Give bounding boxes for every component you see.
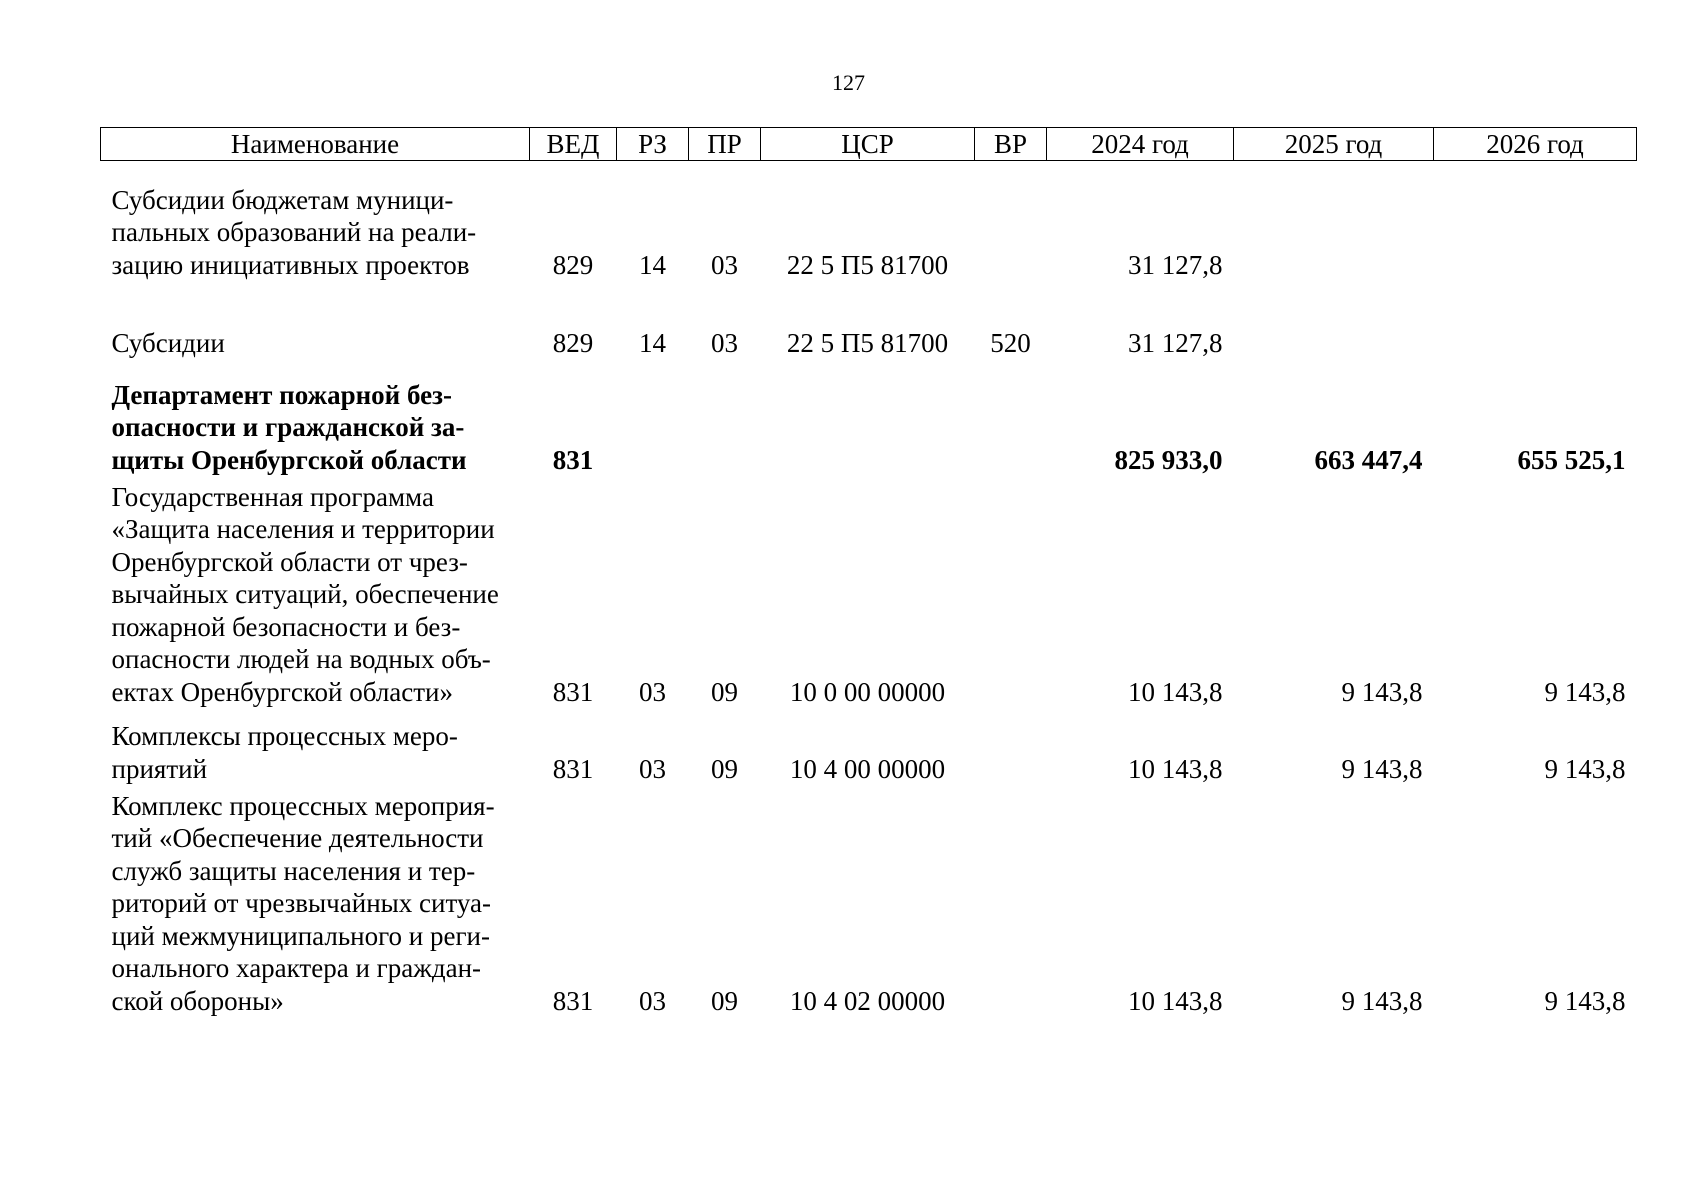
- row-vr: [975, 785, 1047, 1017]
- table-row: [101, 785, 1637, 1017]
- row-2026: 9 143,8: [1544, 753, 1626, 784]
- row-2025: 9 143,8: [1341, 676, 1423, 707]
- budget-table: [100, 127, 1637, 1017]
- header-2024: 2024 год: [1047, 128, 1234, 161]
- row-ved: 829: [552, 249, 594, 280]
- row-vr: [975, 359, 1047, 476]
- row-rz: 14: [639, 327, 666, 358]
- row-rz: 03: [639, 753, 666, 784]
- row-2026: 655 525,1: [1517, 444, 1626, 475]
- row-name: Государственная программа «Защита населения и территории Оренбургской области от чрез- вычайных ситуаций, обеспечение пожарной безопасности и без- опасности людей на водных объ- ектах Оренбургской области»: [111, 481, 499, 707]
- row-2024: 10 143,8: [1128, 753, 1223, 784]
- table-header-row: [101, 128, 1637, 161]
- header-ved: ВЕД: [530, 128, 617, 161]
- row-csr: 10 4 02 00000: [789, 985, 946, 1016]
- row-csr: 22 5 П5 81700: [786, 249, 949, 280]
- row-ved: 831: [552, 753, 594, 784]
- header-pr: ПР: [689, 128, 761, 161]
- row-pr: 03: [711, 249, 738, 280]
- row-ved: 829: [552, 327, 594, 358]
- row-2025: 9 143,8: [1341, 753, 1423, 784]
- header-2026: 2026 год: [1434, 128, 1637, 161]
- row-pr: [689, 359, 761, 476]
- table-row: [101, 161, 1637, 282]
- row-2024: 31 127,8: [1128, 327, 1223, 358]
- row-rz: [617, 359, 689, 476]
- row-csr: 10 4 00 00000: [789, 753, 946, 784]
- row-name: Комплекс процессных мероприя- тий «Обеспечение деятельности служб защиты населения и тер- риторий от чрезвычайных ситуа- ций межмуниципального и реги- онального характера и граждан- ской обороны»: [111, 790, 495, 1016]
- row-csr: 10 0 00 00000: [789, 676, 946, 707]
- row-2024: 825 933,0: [1114, 444, 1223, 475]
- row-vr: [975, 161, 1047, 282]
- row-rz: 03: [639, 676, 666, 707]
- row-rz: 14: [639, 249, 666, 280]
- row-pr: 03: [711, 327, 738, 358]
- row-2024: 31 127,8: [1128, 249, 1223, 280]
- row-2025: 663 447,4: [1314, 444, 1423, 475]
- row-name: Департамент пожарной без- опасности и гражданской за- щиты Оренбургской области: [111, 379, 467, 475]
- row-ved: 831: [552, 985, 594, 1016]
- row-name: Субсидии бюджетам муници- пальных образований на реали- зацию инициативных проектов: [111, 184, 477, 280]
- header-name: Наименование: [101, 128, 530, 161]
- row-rz: 03: [639, 985, 666, 1016]
- row-pr: 09: [711, 753, 738, 784]
- table-row: [101, 281, 1637, 359]
- row-2026: [1434, 161, 1637, 282]
- page-number: 127: [832, 70, 865, 95]
- row-2026: 9 143,8: [1544, 985, 1626, 1016]
- header-2025: 2025 год: [1234, 128, 1434, 161]
- row-2024: 10 143,8: [1128, 985, 1223, 1016]
- row-ved: 831: [552, 444, 594, 475]
- table-row: [101, 708, 1637, 785]
- header-vr: ВР: [975, 128, 1047, 161]
- table-row: [101, 476, 1637, 708]
- row-pr: 09: [711, 985, 738, 1016]
- row-name: Субсидии: [111, 327, 225, 358]
- row-2025: [1234, 161, 1434, 282]
- header-csr: ЦСР: [761, 128, 975, 161]
- row-vr: [975, 476, 1047, 708]
- row-2026: [1434, 281, 1637, 359]
- row-ved: 831: [552, 676, 594, 707]
- row-csr: 22 5 П5 81700: [786, 327, 949, 358]
- row-vr: 520: [990, 327, 1031, 358]
- row-csr: [761, 359, 975, 476]
- row-2025: 9 143,8: [1341, 985, 1423, 1016]
- row-vr: [975, 708, 1047, 785]
- table-row-department: [101, 359, 1637, 476]
- header-rz: РЗ: [617, 128, 689, 161]
- row-name: Комплексы процессных меро- приятий: [111, 721, 458, 784]
- row-2024: 10 143,8: [1128, 676, 1223, 707]
- row-pr: 09: [711, 676, 738, 707]
- row-2026: 9 143,8: [1544, 676, 1626, 707]
- row-2025: [1234, 281, 1434, 359]
